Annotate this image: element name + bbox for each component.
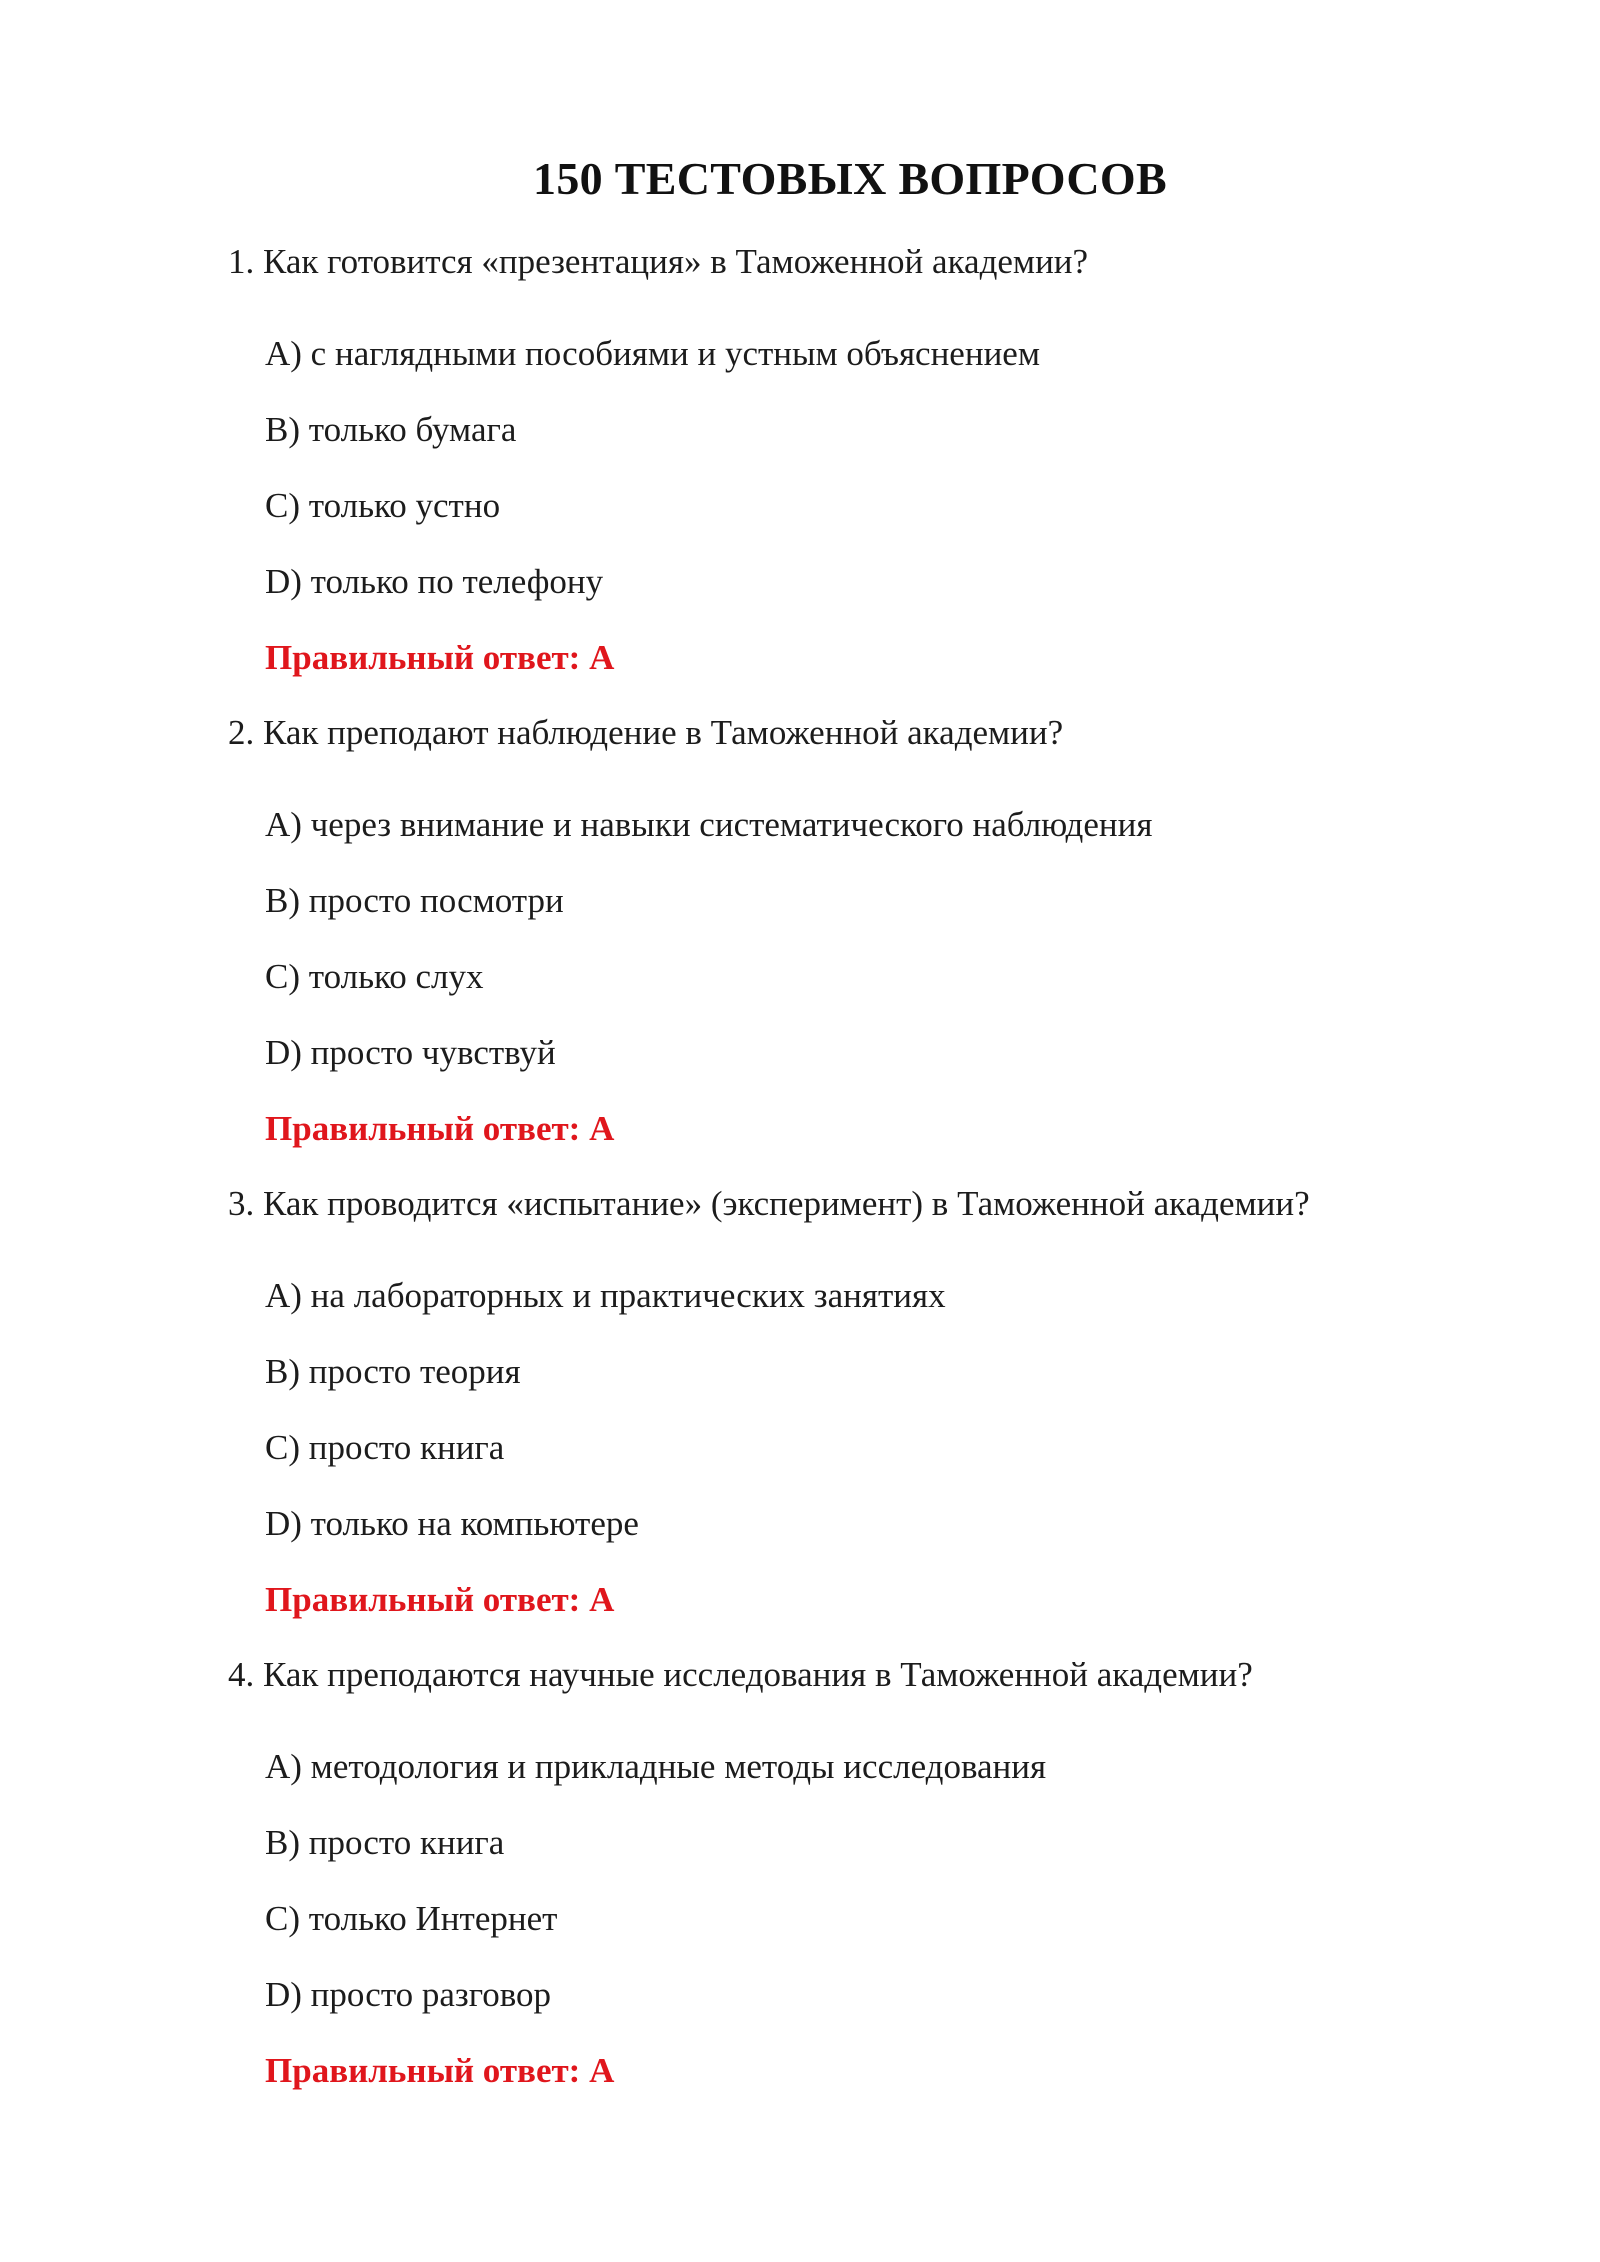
question-3-option-c: C) просто книга xyxy=(265,1428,505,1467)
question-1-option-d: D) только по телефону xyxy=(265,562,604,601)
question-2: 2. Как преподают наблюдение в Таможенной академии? xyxy=(228,713,1064,752)
question-4-option-b: B) просто книга xyxy=(265,1823,505,1862)
question-4: 4. Как преподаются научные исследования в Таможенной академии? xyxy=(228,1655,1253,1694)
question-2-correct-answer: Правильный ответ: A xyxy=(265,1109,615,1148)
question-1-correct-answer: Правильный ответ: A xyxy=(265,638,615,677)
question-2-option-d: D) просто чувствуй xyxy=(265,1033,556,1072)
question-3: 3. Как проводится «испытание» (эксперимент) в Таможенной академии? xyxy=(228,1184,1310,1223)
question-2-option-c: C) только слух xyxy=(265,957,484,996)
question-2-option-b: B) просто посмотри xyxy=(265,881,564,920)
question-1-option-b: B) только бумага xyxy=(265,410,517,449)
question-1-option-a: A) с наглядными пособиями и устным объяснением xyxy=(265,334,1040,373)
question-3-option-a: A) на лабораторных и практических занятиях xyxy=(265,1276,946,1315)
question-1-option-c: C) только устно xyxy=(265,486,501,525)
question-4-option-c: C) только Интернет xyxy=(265,1899,558,1938)
question-3-option-d: D) только на компьютере xyxy=(265,1504,639,1543)
question-4-option-a: A) методология и прикладные методы исследования xyxy=(265,1747,1047,1786)
question-3-option-b: B) просто теория xyxy=(265,1352,521,1391)
question-1: 1. Как готовится «презентация» в Таможенной академии? xyxy=(228,242,1089,281)
question-4-option-d: D) просто разговор xyxy=(265,1975,552,2014)
question-2-option-a: A) через внимание и навыки систематического наблюдения xyxy=(265,805,1153,844)
question-3-correct-answer: Правильный ответ: A xyxy=(265,1580,615,1619)
document-title: 150 ТЕСТОВЫХ ВОПРОСОВ xyxy=(533,153,1167,204)
question-4-correct-answer: Правильный ответ: A xyxy=(265,2051,615,2090)
